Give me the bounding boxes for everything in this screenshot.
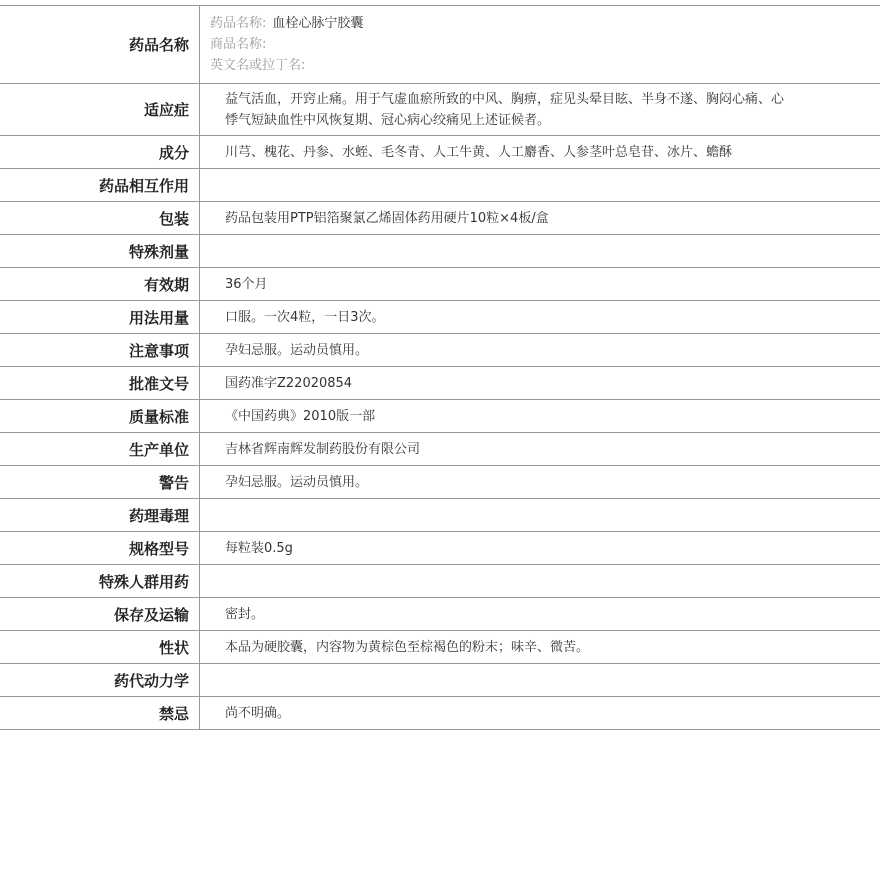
drug-name-values <box>200 6 880 83</box>
row-special-dosage <box>0 235 880 268</box>
row-label: 药代动力学 <box>0 664 200 696</box>
row-quality-standard <box>0 400 880 433</box>
row-packaging <box>0 202 880 235</box>
row-value: 《中国药典》2010版一部 <box>225 408 376 424</box>
row-approval-number <box>0 367 880 400</box>
row-value <box>200 499 880 531</box>
row-value <box>200 235 880 267</box>
row-label: 禁忌 <box>0 697 200 729</box>
row-label: 注意事项 <box>0 334 200 366</box>
drug-info-table <box>0 5 880 730</box>
row-dosage <box>0 301 880 334</box>
row-value: 国药准字Z22020854 <box>225 375 353 391</box>
row-label: 有效期 <box>0 268 200 300</box>
row-storage <box>0 598 880 631</box>
row-label: 性状 <box>0 631 200 663</box>
row-value: 本品为硬胶囊，内容物为黄棕色至棕褐色的粉末；味辛、微苦。 <box>225 639 590 655</box>
row-value: 尚不明确。 <box>225 705 291 721</box>
row-shelf-life <box>0 268 880 301</box>
row-description <box>0 631 880 664</box>
row-label: 药品相互作用 <box>0 169 200 201</box>
row-label: 药品名称 <box>0 6 200 83</box>
row-pharmacology <box>0 499 880 532</box>
row-value <box>200 565 880 597</box>
row-value: 孕妇忌服。运动员慎用。 <box>225 474 369 490</box>
row-label: 用法用量 <box>0 301 200 333</box>
row-pharmacokinetics <box>0 664 880 697</box>
row-special-populations <box>0 565 880 598</box>
row-label: 警告 <box>0 466 200 498</box>
row-label: 批准文号 <box>0 367 200 399</box>
row-warning <box>0 466 880 499</box>
english-name-line <box>210 55 311 76</box>
generic-name-line <box>210 13 363 34</box>
row-value: 36个月 <box>225 276 268 292</box>
row-value: 药品包装用PTP铝箔聚氯乙烯固体药用硬片10粒×4板/盒 <box>225 210 549 226</box>
row-specification <box>0 532 880 565</box>
row-ingredients <box>0 136 880 169</box>
generic-name-value: 血栓心脉宁胶囊 <box>272 16 364 31</box>
row-precautions <box>0 334 880 367</box>
row-label: 包装 <box>0 202 200 234</box>
trade-name-line <box>210 34 272 55</box>
row-value: 益气活血，开窍止痛。用于气虚血瘀所致的中风、胸痹，症见头晕目眩、半身不遂、胸闷心痛、心悸气短缺血性中风恢复期、冠心病心绞痛见上述证候者。 <box>225 91 785 128</box>
row-label: 生产单位 <box>0 433 200 465</box>
english-name-key: 英文名或拉丁名: <box>210 58 306 73</box>
row-label: 成分 <box>0 136 200 168</box>
row-label: 适应症 <box>0 84 200 135</box>
row-indications <box>0 84 880 136</box>
row-value: 密封。 <box>225 606 265 622</box>
row-value: 吉林省辉南辉发制药股份有限公司 <box>225 441 421 457</box>
row-value <box>200 664 880 696</box>
row-label: 药理毒理 <box>0 499 200 531</box>
generic-name-key: 药品名称: <box>210 16 267 31</box>
row-value <box>200 169 880 201</box>
row-label: 特殊人群用药 <box>0 565 200 597</box>
row-contraindications <box>0 697 880 730</box>
row-label: 保存及运输 <box>0 598 200 630</box>
row-value: 口服。一次4粒，一日3次。 <box>225 309 385 325</box>
row-value: 每粒装0.5g <box>225 540 293 556</box>
row-value: 川芎、槐花、丹参、水蛭、毛冬青、人工牛黄、人工麝香、人参茎叶总皂苷、冰片、蟾酥 <box>225 144 733 160</box>
row-label: 特殊剂量 <box>0 235 200 267</box>
row-label: 质量标准 <box>0 400 200 432</box>
row-value: 孕妇忌服。运动员慎用。 <box>225 342 369 358</box>
row-label: 规格型号 <box>0 532 200 564</box>
trade-name-key: 商品名称: <box>210 37 267 52</box>
row-drug-interactions <box>0 169 880 202</box>
row-drug-name <box>0 6 880 84</box>
row-manufacturer <box>0 433 880 466</box>
